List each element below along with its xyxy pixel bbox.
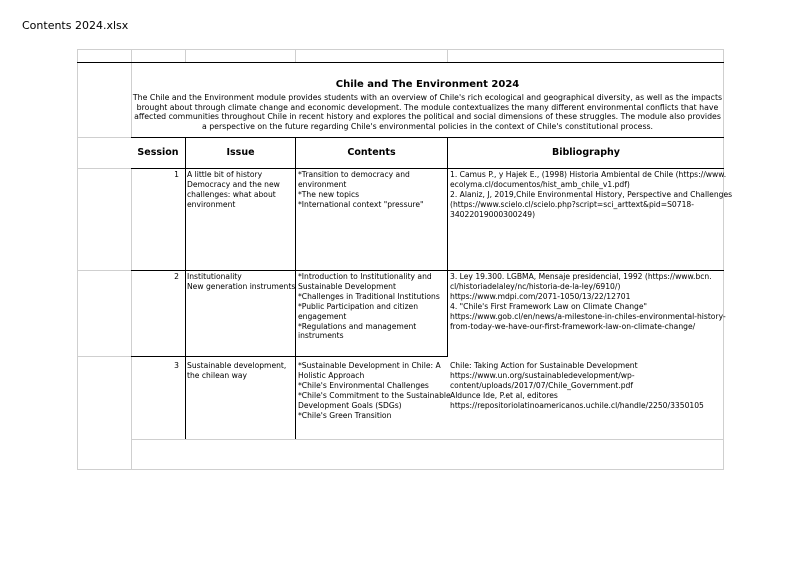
issue-cell: A little bit of history Democracy and the new challenges: what about environment: [187, 170, 280, 209]
header-bibliography: Bibliography: [552, 147, 620, 158]
module-intro: [131, 78, 724, 131]
issue-cell: Sustainable development, the chilean way: [187, 361, 287, 380]
contents-cell: *Introduction to Institutionality and Sustainable Development *Challenges in Traditional Institutions *Public Participation and citizen engagement *Regulations and management instruments: [298, 272, 440, 341]
header-issue: Issue: [226, 147, 255, 158]
issue-cell: Institutionality New generation instruments: [187, 272, 296, 291]
file-title: Contents 2024.xlsx: [22, 19, 129, 32]
bibliography-cell: 1. Camus P., y Hajek E., (1998) Historia Ambiental de Chile (https://www. ecolyma.cl/documentos/hist_amb_chile_v1.pdf) 2. Alaniz, J, 2019,Chile Environmental History, Perspective and Challenges (https://www.scielo.cl/scielo.php?script=sci_arttext&pid=S0718- 34022019000300249): [450, 170, 733, 219]
bibliography-cell: Chile: Taking Action for Sustainable Development https://www.un.org/sustainabledevelopment/wp- content/uploads/2017/07/Chile_Government.pdf Aldunce Ide, P.et al, editores https://repositoriolatinoamericanos.uchile.cl/handle/2250/3350105: [450, 361, 704, 410]
session-number: 2: [174, 272, 179, 281]
module-title: Chile and The Environment 2024: [335, 79, 520, 90]
module-description: The Chile and the Environment module provides students with an overview of Chile's rich ecological and geographical diversity, as well as the impacts brought about through climate change and economic development. The module contextualizes the many different environmental conflicts that have affected communities throughout Chile in recent history and explores the political and social dimensions of these struggles. The module also provides a perspective on the future regarding Chile's environmental policies in the context of Chile's constitutional process.: [132, 93, 723, 131]
session-number: 3: [174, 361, 179, 370]
bibliography-cell: 3. Ley 19.300. LGBMA, Mensaje presidencial, 1992 (https://www.bcn. cl/historiadelaley/nc/historia-de-la-ley/6910/) https://www.mdpi.com/2071-1050/13/22/12701 4. "Chile's First Framework Law on Climate Change" https://www.gob.cl/en/news/a-milestone-in-chiles-environmental-history- from-today-we-have-our-first-framework-law-on-climate-change/: [450, 272, 726, 331]
header-session: Session: [137, 147, 179, 158]
contents-cell: *Sustainable Development in Chile: A Holistic Approach *Chile's Environmental Challenges *Chile's Commitment to the Sustainable Development Goals (SDGs) *Chile's Green Transition: [298, 361, 451, 420]
header-contents: Contents: [347, 147, 396, 158]
contents-cell: *Transition to democracy and environment *The new topics *International context "pressure": [298, 170, 424, 209]
session-number: 1: [174, 170, 179, 179]
